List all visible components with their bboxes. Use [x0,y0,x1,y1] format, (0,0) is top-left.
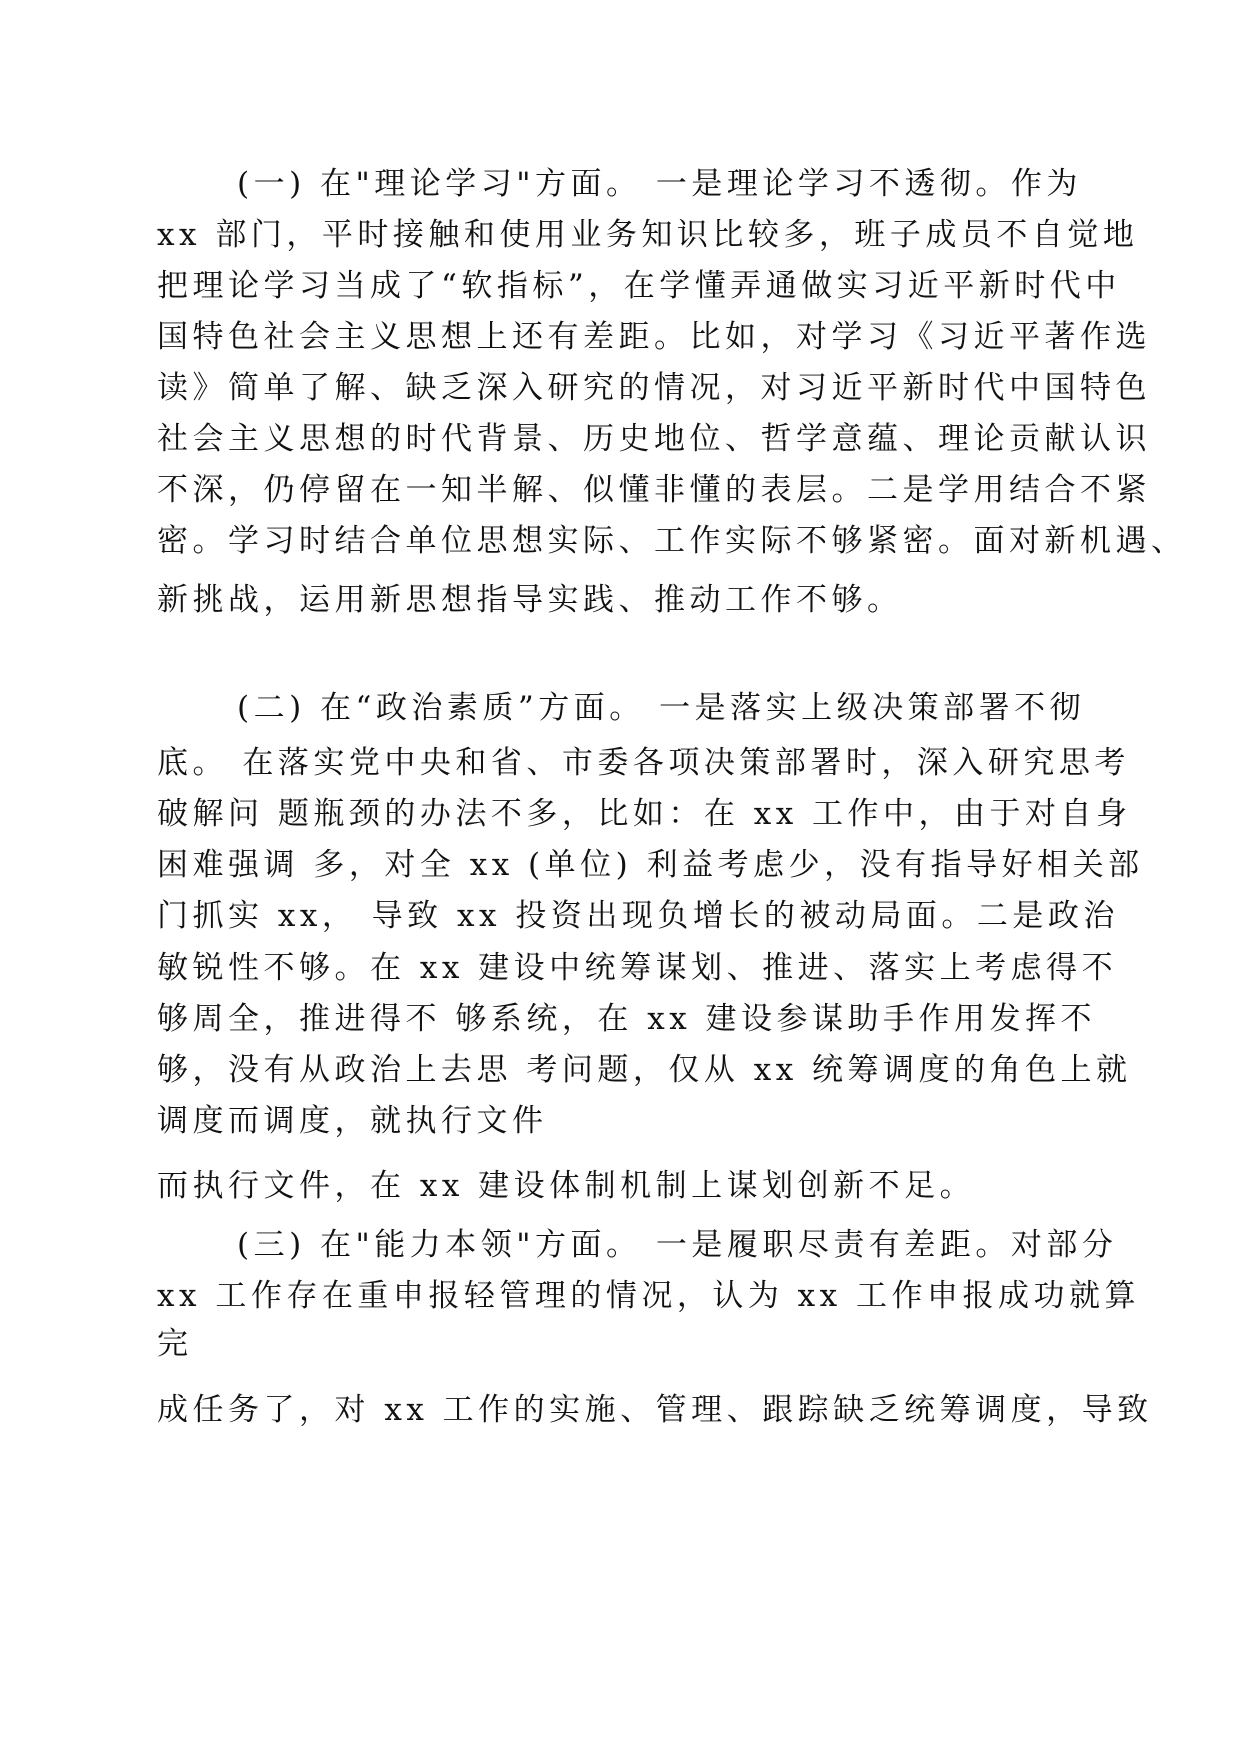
paragraph-line: 敏锐性不够。在 xx 建设中统筹谋划、推进、落实上考虑得不 [157,950,1118,986]
paragraph-line: 不深，仍停留在一知半解、似懂非懂的表层。二是学用结合不紧 [157,472,1151,508]
paragraph-line: 调度而调度，就执行文件 [157,1103,548,1139]
paragraph-line: 而执行文件，在 xx 建设体制机制上谋划创新不足。 [157,1168,976,1204]
paragraph-line: 困难强调 多，对全 xx (单位) 利益考虑少，没有指导好相关部 [157,847,1144,883]
paragraph-line: 门抓实 xx， 导致 xx 投资出现负增长的被动局面。二是政治 [157,898,1119,934]
paragraph-line: 把理论学习当成了“软指标”，在学懂弄通做实习近平新时代中 [157,268,1121,304]
paragraph-line: xx 工作存在重申报轻管理的情况，认为 xx 工作申报成功就算 [157,1278,1140,1314]
paragraph-line: 底。 在落实党中央和省、市委各项决策部署时，深入研究思考 [157,745,1130,781]
paragraph-line: 社会主义思想的时代背景、历史地位、哲学意蕴、理论贡献认识 [157,421,1151,457]
paragraph-line: 完 [157,1326,193,1362]
paragraph-line: 成任务了，对 xx 工作的实施、管理、跟踪缺乏统筹调度，导致 [157,1392,1153,1428]
paragraph-line: 国特色社会主义思想上还有差距。比如，对学习《习近平著作选 [157,319,1151,355]
paragraph-line: 够，没有从政治上去思 考问题，仅从 xx 统筹调度的角色上就 [157,1052,1132,1088]
paragraph-line: 密。学习时结合单位思想实际、工作实际不够紧密。面对新机遇、 [157,523,1187,559]
paragraph-line: (三) 在"能力本领"方面。 一是履职尽责有差距。对部分 [237,1227,1118,1263]
paragraph-line: 新挑战，运用新思想指导实践、推动工作不够。 [157,582,903,618]
paragraph-line: (一) 在"理论学习"方面。 一是理论学习不透彻。作为 [237,166,1082,202]
paragraph-line: 破解问 题瓶颈的办法不多，比如：在 xx 工作中，由于对自身 [157,796,1132,832]
paragraph-line: 读》简单了解、缺乏深入研究的情况，对习近平新时代中国特色 [157,370,1151,406]
paragraph-line: 够周全，推进得不 够系统，在 xx 建设参谋助手作用发挥不 [157,1001,1097,1037]
paragraph-line: xx 部门，平时接触和使用业务知识比较多，班子成员不自觉地 [157,217,1139,253]
paragraph-line: (二) 在“政治素质”方面。 一是落实上级决策部署不彻 [237,690,1086,726]
